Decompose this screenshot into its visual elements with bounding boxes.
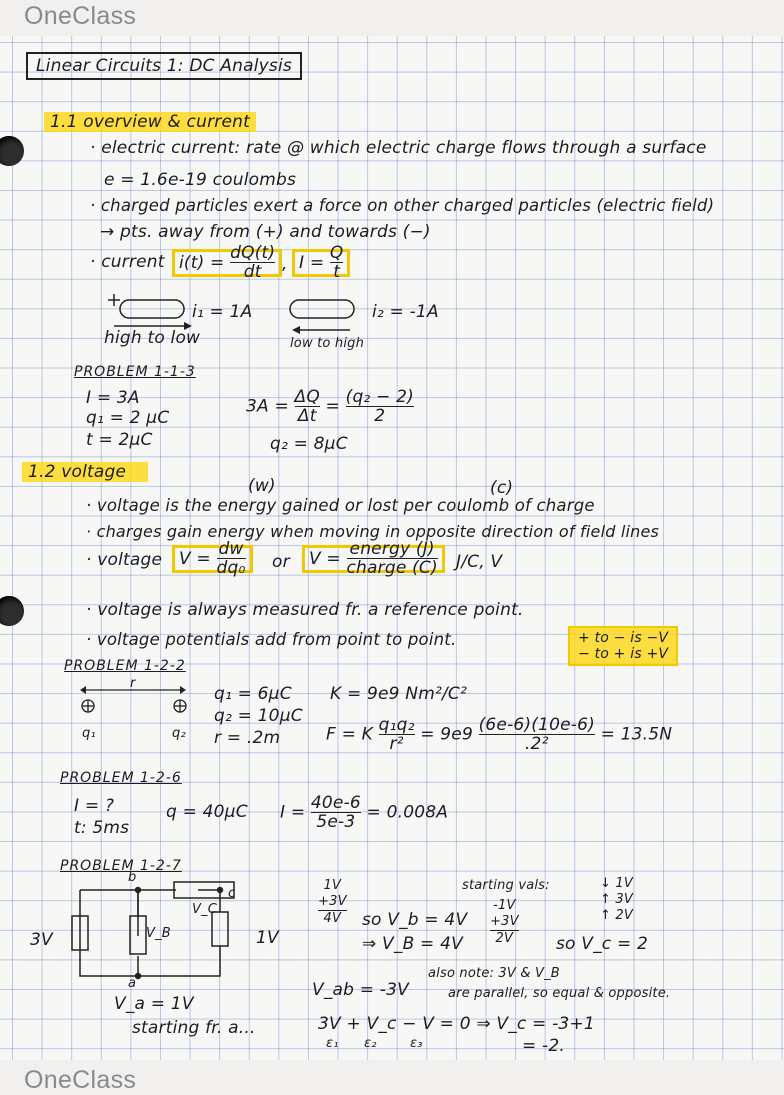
given-value: r = .2m (214, 728, 281, 748)
kvl-term: ε₂ (364, 1036, 377, 1051)
node-a (136, 974, 141, 979)
definition-line: · charges gain energy when moving in opposite direction of field lines (86, 522, 660, 541)
node-a-label: a (128, 976, 137, 991)
one-volt-label: 1V (256, 928, 279, 948)
force-equation: F = K $\frac{\text{q₁q₂}}{\text{r²}}$ = 9e9 $\frac{(6e-6)(10e-6)}{\text{.2²}}$ = 13.5N (326, 715, 673, 754)
element-1v (212, 912, 228, 946)
also-note: also note: 3V & V_B (428, 966, 560, 981)
definition-line: · electric current: rate @ which electric charge flows through a surface (90, 138, 707, 158)
node-b (136, 888, 141, 893)
notebook-page (0, 36, 784, 1060)
node-c-label: c (228, 886, 236, 901)
annotation: (w) (248, 476, 276, 496)
so-vb: so V_b = 4V (362, 910, 468, 930)
oneclass-logo-bottom[interactable]: OneClass (24, 1066, 137, 1094)
current-eq-box: i(t) = $\frac{dQ(t)}{dt}$ (172, 244, 282, 281)
starting-vals: starting vals: (462, 878, 550, 893)
kvl-term: ε₁ (326, 1036, 339, 1051)
conductor-1 (120, 300, 184, 318)
problem-1-2-7-label: PROBLEM 1-2-7 (60, 858, 182, 874)
coulomb-constant: K = 9e9 Nm²/C² (330, 684, 467, 704)
voltage-label: · voltage (86, 550, 163, 570)
current-equation: I = $\frac{40e-6}{5e-3}$ = 0.008A (280, 793, 449, 832)
arrow-head-icon (292, 326, 300, 334)
definition-line: · charged particles exert a force on other charged particles (electric field) (90, 196, 715, 215)
given-value: I = ? (74, 796, 115, 816)
problem-1-2-2-label: PROBLEM 1-2-2 (64, 658, 186, 674)
node-c (218, 888, 223, 893)
or-text: or (272, 552, 290, 572)
direction-high-to-low: high to low (104, 328, 201, 348)
oneclass-logo-top[interactable]: OneClass (24, 2, 137, 30)
q1-label: q₁ (82, 726, 96, 741)
source-3v-label: 3V (30, 930, 53, 950)
charges-diagram (80, 684, 200, 714)
answer: q₂ = 8μC (270, 434, 348, 454)
i1-label: i₁ = 1A (192, 302, 253, 322)
definition-line: → pts. away from (+) and towards (−) (100, 222, 431, 242)
vc-label: V_C (192, 902, 218, 917)
kvl-result: = -2. (522, 1036, 566, 1056)
arrow-head-icon (80, 686, 86, 694)
va-label: V_a = 1V (114, 994, 194, 1014)
given-value: q₁ = 6μC (214, 684, 292, 704)
problem-1-1-3-label: PROBLEM 1-1-3 (74, 364, 196, 380)
sum-column: 1V +3V 4V (318, 878, 347, 926)
definition-line: · voltage is always measured fr. a reference point. (86, 600, 524, 620)
voltage-energy-eq-box: V = $\frac{\text{energy (J)}}{\text{charge (C)}}$ (302, 540, 445, 577)
mid-column: -1V +3V 2V (490, 898, 519, 946)
binder-hole (0, 596, 24, 626)
given-value: t: 5ms (74, 818, 130, 838)
binder-hole (0, 136, 24, 166)
kvl-term: ε₃ (410, 1036, 423, 1051)
parallel-note: are parallel, so equal & opposite. (448, 986, 671, 1001)
definition-line: e = 1.6e-19 coulombs (104, 170, 297, 190)
current-label: · current (90, 252, 165, 272)
charge-value: q = 40μC (166, 802, 248, 822)
circuit-wire (80, 890, 138, 916)
conductor-2 (290, 300, 354, 318)
direction-low-to-high: low to high (290, 336, 365, 351)
so-vc: so V_c = 2 (556, 934, 649, 954)
vb-result: ⇒ V_B = 4V (362, 934, 463, 954)
problem-1-2-6-label: PROBLEM 1-2-6 (60, 770, 182, 786)
voltage-eq-box: V = $\frac{dw}{\text{dq₀}}$ (172, 540, 253, 577)
vab-result: V_ab = -3V (312, 980, 409, 1000)
given-value: q₂ = 10μC (214, 706, 303, 726)
i2-label: i₂ = -1A (372, 302, 439, 322)
vb-label: V_B (146, 926, 171, 941)
current-avg-eq-box: I = $\frac{Q}{t}$ (292, 244, 350, 281)
work-equation: 3A = $\frac{\Delta Q}{\Delta t}$ = $\frac{\text{(q₂ − 2)}}{2}$ (246, 387, 414, 426)
definition-line: · voltage is the energy gained or lost per coulomb of charge (86, 496, 595, 515)
given-value: q₁ = 2 μC (86, 408, 170, 428)
given-value: I = 3A (86, 388, 140, 408)
definition-line: · voltage potentials add from point to point. (86, 630, 457, 649)
page-title: Linear Circuits 1: DC Analysis (26, 56, 302, 76)
section-1-1-heading: 1.1 overview & current (44, 112, 256, 132)
node-b-label: b (128, 870, 137, 885)
r-label: r (130, 676, 136, 691)
units: J/C, V (456, 552, 503, 572)
section-1-2-heading: 1.2 voltage (22, 462, 148, 482)
sign-rule-box: + to − is −V − to + is +V (568, 626, 678, 666)
arrow-head-icon (180, 686, 186, 694)
kvl-equation: 3V + V_c − V = 0 ⇒ V_c = -3+1 (318, 1014, 595, 1034)
comma: , (282, 254, 288, 274)
right-column: ↓ 1V ↑ 3V ↑ 2V (600, 876, 633, 923)
q2-label: q₂ (172, 726, 186, 741)
annotation: (c) (490, 478, 514, 498)
given-value: t = 2μC (86, 430, 153, 450)
starting-from: starting fr. a... (132, 1018, 256, 1038)
